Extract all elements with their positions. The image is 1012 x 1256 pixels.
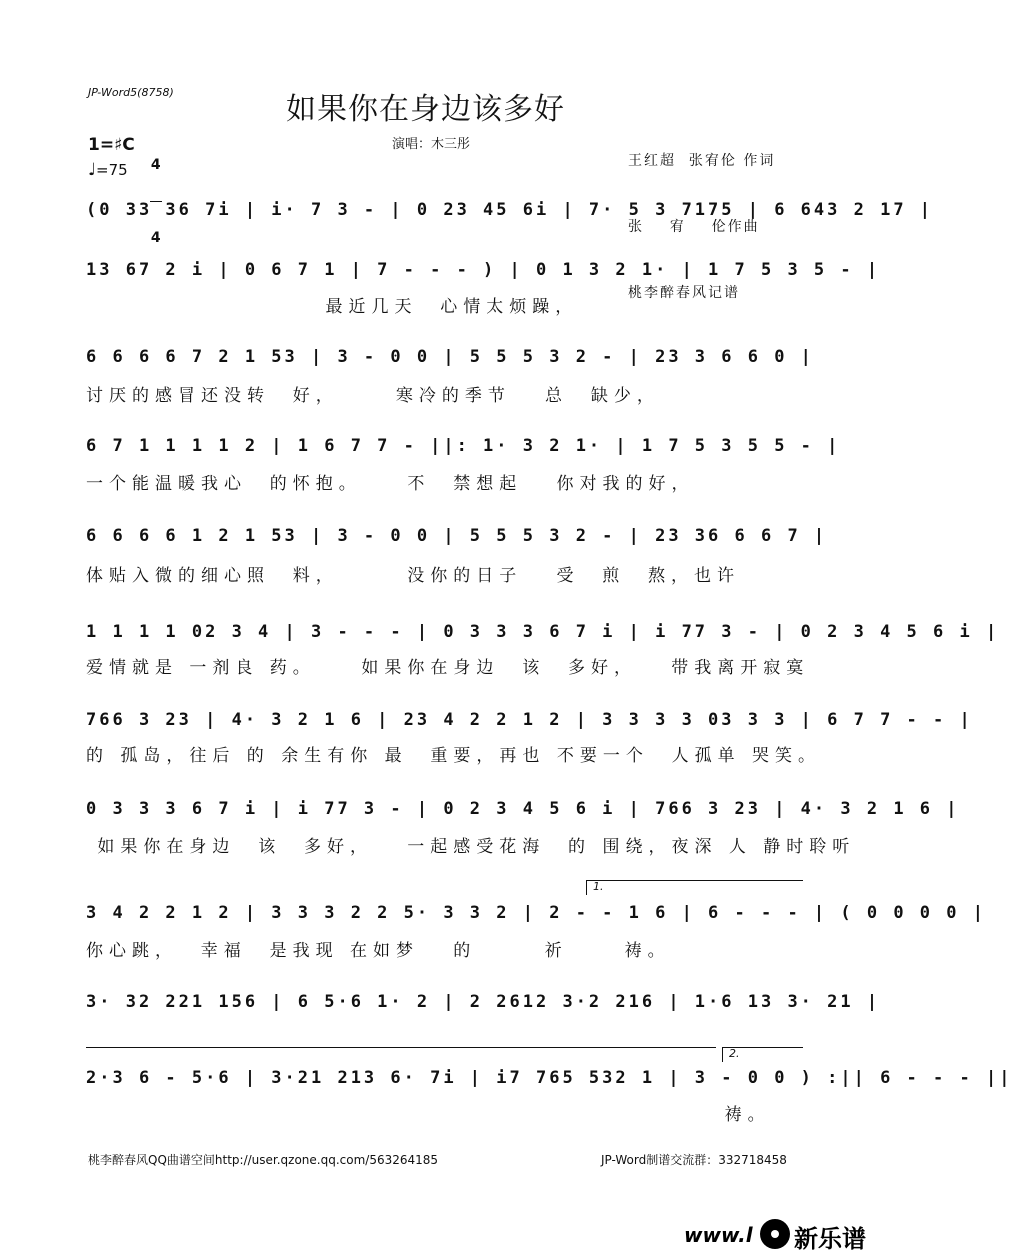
lyrics-line-8: 如果你在身边 该 多好， 一起感受花海 的 围绕，夜深 人 静时聆听: [86, 837, 856, 857]
volta-2-bracket: [722, 1047, 803, 1062]
volta-1-label: 1.: [593, 880, 604, 893]
watermark-url: www.l: [684, 1223, 753, 1247]
notation-line-9: 3 4 2 2 1 2 | 3 3 3 2 2 5· 3 3 2 | 2 - - 1 6 | 6 - - - | ( 0 0 0 0 |: [86, 903, 986, 923]
volta-2-label: 2.: [729, 1047, 740, 1060]
notation-line-10: 3· 32 221 156 | 6 5·6 1· 2 | 2 2612 3·2 216 | 1·6 13 3· 21 |: [86, 992, 881, 1012]
volta-continuation-line: [86, 1047, 716, 1048]
time-signature-bottom: 4: [150, 230, 161, 246]
time-signature-top: 4: [150, 157, 161, 173]
transcriber-credit: 桃李醉春风记谱: [628, 285, 740, 301]
notation-line-1: (0 33 36 7i | i· 7 3 - | 0 23 45 6i | 7· 5 3 7175 | 6 643 2 17 |: [86, 200, 934, 220]
notation-line-3: 6 6 6 6 7 2 1 53 | 3 - 0 0 | 5 5 5 3 2 - | 23 3 6 6 0 |: [86, 347, 814, 367]
lyricist-credit: 王红超 张宥伦 作词: [628, 153, 776, 169]
watermark-brand: 新乐谱: [794, 1225, 866, 1253]
notation-line-11: 2·3 6 - 5·6 | 3·21 213 6· 7i | i7 765 532 1 | 3 - 0 0 ) :|| 6 - - - ||: [86, 1068, 1012, 1088]
tempo-value: =75: [96, 161, 128, 179]
credits: [628, 106, 775, 348]
notation-line-4: 6 7 1 1 1 1 2 | 1 6 7 7 - ||: 1· 3 2 1· | 1 7 5 3 5 5 - |: [86, 436, 841, 456]
lyrics-line-5: 体贴入微的细心照 料， 没你的日子 受 煎 熬，也许: [86, 566, 741, 586]
notation-line-6: 1 1 1 1 02 3 4 | 3 - - - | 0 3 3 3 6 7 i | i 77 3 - | 0 2 3 4 5 6 i |: [86, 622, 1000, 642]
footer-group: JP-Word制谱交流群：332718458: [601, 1153, 787, 1167]
footer-source: 桃李醉春风QQ曲谱空间http://user.qzone.qq.com/563264185: [88, 1153, 439, 1167]
lyrics-line-9: 你心跳， 幸福 是我现 在如梦 的 祈 祷。: [86, 941, 671, 961]
record-disc-icon: [760, 1219, 790, 1249]
lyrics-line-3: 讨厌的感冒还没转 好， 寒冷的季节 总 缺少，: [86, 386, 660, 406]
lyrics-line-6: 爱情就是 一剂良 药。 如果你在身边 该 多好， 带我离开寂寞: [86, 658, 810, 678]
song-title: 如果你在身边该多好: [286, 92, 565, 127]
lyrics-line-2: 最近几天 心情太烦躁，: [86, 297, 579, 317]
lyrics-line-7: 的 孤岛，往后 的 余生有你 最 重要，再也 不要一个 人孤单 哭笑。: [86, 746, 822, 766]
composer-credit: 张 宥 伦作曲: [628, 219, 760, 235]
software-label: JP-Word5(8758): [88, 86, 174, 99]
notation-line-8: 0 3 3 3 6 7 i | i 77 3 - | 0 2 3 4 5 6 i | 766 3 23 | 4· 3 2 1 6 |: [86, 799, 960, 819]
tempo-marking: [88, 160, 128, 180]
notation-line-7: 766 3 23 | 4· 3 2 1 6 | 23 4 2 2 1 2 | 3 3 3 3 03 3 3 | 6 7 7 - - |: [86, 710, 973, 730]
volta-1-bracket: [586, 880, 803, 895]
quarter-note-icon: ♩: [88, 160, 97, 180]
key-signature: 1=♯C: [88, 135, 135, 155]
lyrics-line-11: 祷。: [86, 1105, 771, 1125]
lyrics-line-4: 一个能温暖我心 的怀抱。 不 禁想起 你对我的好，: [86, 474, 695, 494]
singer-credit: 演唱：木三彤: [392, 137, 471, 152]
notation-line-2: 13 67 2 i | 0 6 7 1 | 7 - - - ) | 0 1 3 2 1· | 1 7 5 3 5 - |: [86, 260, 881, 280]
notation-line-5: 6 6 6 6 1 2 1 53 | 3 - 0 0 | 5 5 5 3 2 - | 23 36 6 6 7 |: [86, 526, 828, 546]
